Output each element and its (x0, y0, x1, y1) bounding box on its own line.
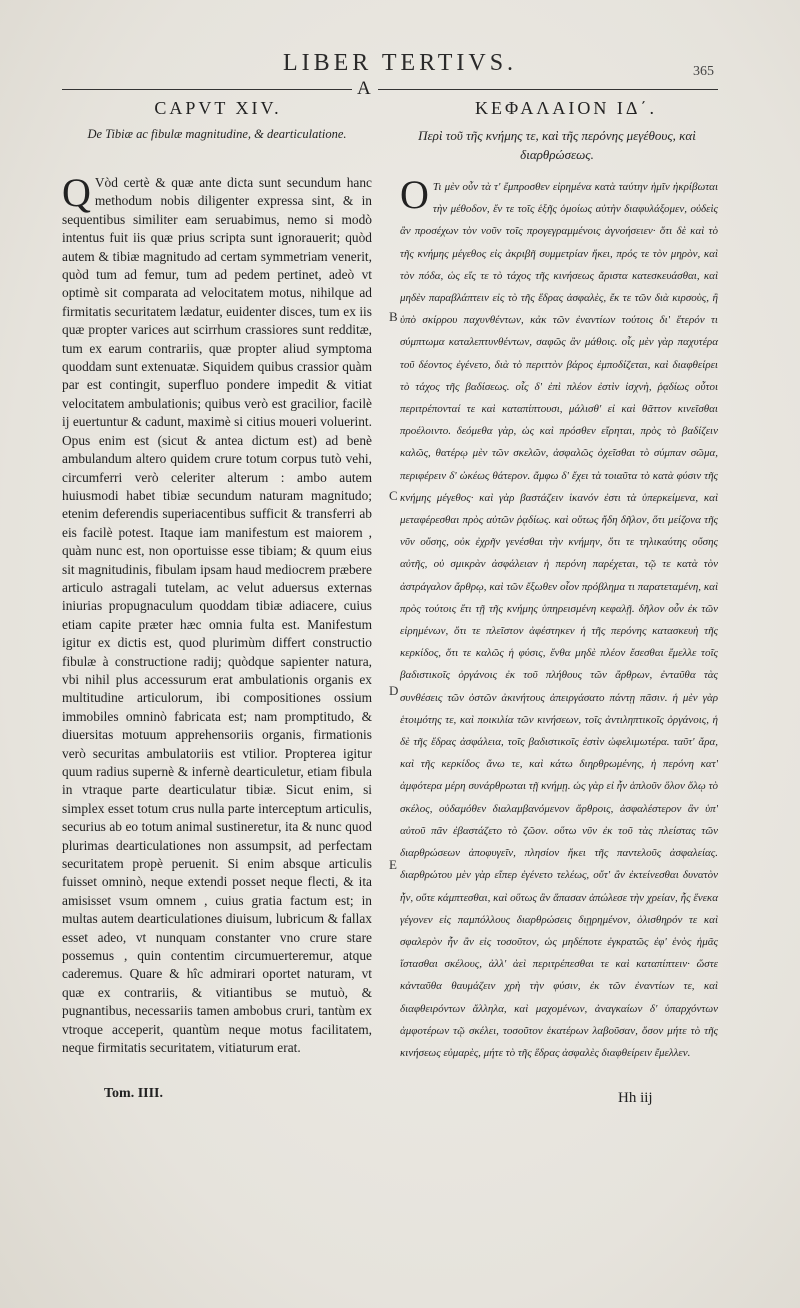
header-rule-right (378, 89, 718, 90)
section-letter: A (357, 78, 371, 99)
margin-letter-c: C (389, 488, 398, 503)
footer-signature: Hh iij (618, 1090, 653, 1106)
latin-text: Vòd certè & quæ ante dicta sunt secundum hanc methodum nobis diligenter expressa sint, & in sequentibus similiter eam seruabimus, nemo si modò intentus fuit iis quæ prius scripta sunt ignorauerit; quòd autem & tibiæ magnitudo ad certam symmetriam venerit, quòd tum ad femur, tum ad pedem pertinet, adeò vt optimè sit comparata ad velocitatem motus, nihilque ad firmitatis securitatem lædatur, euidenter disces, tum ex iis quæ propter varices aut scirrhum crassiores sunt redditæ, tum ex earum contrariis, quæ propter aliud symptoma quoddam sunt extenuatæ. Siquidem quibus crassior quàm par est contingit, superfluo pondere impedit & vitiat velocitatem ambulationis; quibus verò est gracilior, facilè ij euertuntur & cadunt, maximè si citius moueri voluerint. Opus enim est (sicut & antea dictum est) ad benè ambulandum altero quidem crure totum corpus tutò vehi, circumferri verò celeriter alterum : ambo autem huiusmodi habet tibiæ secundum naturam magnitudo; etenim deferendis superiacentibus sufficit & transferri ab eis facilè potest. Itaque iam manifestum est maiorem , quàm nunc est, non oportuisse esse tibiam; & quum eius sit magnitudinis, fibulam ipsam haud mediocrem præbere articulo astragali tutelam, ac velut aduersus externas iniurias propugnaculum quoddam tibiæ adiacere, cuius etiam capite præter hæc omnia fulta est. Manifestum igitur ex dictis est, quod plurimùm differt constructio fibulæ à constructione radij; quòdque sapienter natura, vbi nihil plus accessurum erat ambulationis organis ex multitudine articulorum, ibi compositiones ossium immobiles omninò fabricata est; nam promptitudo, & diuersitas motuum apprehensoriis organis, firmationis verò securitas ambulatoriis est vtilior. Propterea igitur quum radius supernè & infernè dearticuletur, etiam fibula in vtraque parte dearticulatur tibiæ. Sicut enim, si simplex esset totum crus nulla parte interceptum articulis, securius ab eo totum animal sustineretur, ita & nunc quod plurimas dearticulationes non assumpsit, ad perfectam securitatem propè peruenit. Si enim absque articulis fuisset omninò, neque extendi posset neque flecti, & ita amisisset vsum omnem , cuius gratia factum est; in multas autem dearticulationes diuisum, lubricum & fallax esset adeo, vt nunquam constanter vno crure stare possemus , quin contentim circumuerteremur, atque caderemus. Quare & hîc admirari oportet naturam, vt quæ ex contrariis, & vitiantibus se mutuò, & pugnantibus, necessariis tamen ambobus cruri, tantùm ex vtroque acceperit, quantùm neque motus facilitatem, neque firmitatis securitatem, vitiaturum erat. (62, 175, 372, 1056)
latin-column (62, 170, 372, 1058)
margin-letter-e: E (389, 857, 397, 872)
chapter-subtitle-greek: Περὶ τοῦ τῆς κνήμης τε, καὶ τῆς περόνης μεγέθους, καὶ διαρθρώσεως. (418, 128, 696, 162)
running-title: LIBER TERTIVS. (282, 50, 518, 76)
chapter-title-greek: ΚΕΦΑΛΑΙΟΝ ΙΔ΄. (475, 98, 657, 118)
page-number: 365 (693, 64, 714, 79)
drop-cap-latin: Q (62, 170, 91, 215)
chapter-title-latin: CAPVT XIV. (154, 98, 282, 118)
chapter-subtitle-latin: De Tibiæ ac fibulæ magnitudine, & dearticulatione. (87, 127, 347, 141)
header-rule-left (62, 89, 352, 90)
drop-cap-greek: Ο (400, 172, 429, 217)
greek-column (400, 172, 718, 1064)
margin-letter-d: D (389, 683, 399, 698)
greek-text: Τι μὲν οὖν τὰ τ' ἔμπροσθεν εἰρημένα κατὰ ταύτην ἡμῖν ἠκρίβωται τὴν μέθοδον, ἔν τε τοῖς ἑξῆς ὁμοίως αὐτὴν διαφυλάξομεν, οὐδεὶς ἂν προσέχων τὸν νοῦν τοῖς προγεγραμμένοις ἀγνοήσειεν· ὅτι δὲ καὶ τὸ τῆς κνήμης μέγεθος εἰς ἀκριβῆ συμμετρίαν ἥκει, πρός τε τὸν μηρὸν, καὶ τὸν πόδα, ὡς εἴς τε τὸ τάχος τῆς κινήσεως ἄριστα κατεσκευάσθαι, καὶ μηδὲν παραβλάπτειν εἰς τὸ τῆς ἕδρας ἀσφαλὲς, ἔκ τε τῶν διὰ κιρσοὺς, ἢ ὑπὸ σκίρρου παχυνθέντων, κἀκ τῶν ἐναντίων τούτοις δι' ἕτερόν τι σύμπτωμα καταλεπτυνθέντων, σαφῶς ἂν μάθοις. οἷς μὲν γὰρ παχυτέρα τοῦ δέοντος ἐγένετο, διὰ τὸ περιττὸν βάρος ἐμποδίζεται, καὶ διαφθείρει τὸ τάχος τῆς βαδίσεως. οἷς δ' ἐπὶ πλέον ἐστὶν ἰσχνὴ, ῥᾳδίως οὗτοι περιτρέπονταί τε καὶ καταπίπτουσι, μάλισθ' εἰ καὶ θᾶττον κινεῖσθαι προέλοιντο. δεόμεθα γὰρ, ὡς καὶ πρόσθεν εἴρηται, πρὸς τὸ βαδίζειν καλῶς, θατέρῳ μὲν τῶν σκελῶν, ἀσφαλῶς ὀχεῖσθαι τὸ σύμπαν σῶμα, περιφέρειν δ' ὠκέως θάτερον. ἄμφω δ' ἔχει τὰ τοιαῦτα τὸ κατὰ φύσιν τῆς κνήμης μέγεθος· καὶ γὰρ βαστάζειν ἱκανόν ἐστι τὰ ὑπερκείμενα, καὶ μεταφέρεσθαι πρὸς αὐτῶν ῥᾳδίως. καὶ οὕτως ἤδη δῆλον, ὅτι μείζονα τῆς νῦν οὔσης, οὐκ ἐχρῆν γενέσθαι τὴν κνήμην, ὅτι τε τηλικαύτης οὔσης αὐτῆς, οὐ σμικρὰν ἀσφάλειαν ἡ περόνη παρέχεται, τῷ τε κατὰ τὸν ἀστράγαλον ἄρθρῳ, καὶ τῶν ἔξωθεν οἷον πρόβλημα τι παρατεταμένη, καὶ πρὸς τούτοις ἔτι τῇ τῆς κνήμης ὑπηρεισμένη κεφαλῇ. δῆλον οὖν ἐκ τῶν εἰρημένων, ὅτι τε πλεῖστον ἀφέστηκεν ἡ τῆς περόνης κατασκευὴ τῆς κερκίδος, ὅτι τε καλῶς ἡ φύσις, ἔνθα μηδὲ πλέον ἔσεσθαι ἔμελλε τοῖς βαδιστικοῖς ὀργάνοις ἐκ τοῦ πλήθους τῶν ἄρθρων, ἐνταῦθα τὰς συνθέσεις τῶν ὀστῶν ἀκινήτους ἀπειργάσατο πάντῃ πᾶσιν. ἡ μὲν γὰρ ἑτοιμότης τε, καὶ ποικιλία τῶν κινήσεων, τοῖς ἀντιληπτικοῖς ὀργάνοις, ἡ δὲ τῆς ἕδρας ἀσφάλεια, τοῖς βαδιστικοῖς ἐστὶν ὠφελιμωτέρα. ταῦτ' ἄρα, καὶ τῆς κερκίδος ἄνω τε, καὶ κάτω διηρθρωμένης, ἡ περόνη κατ' ἀμφότερα μέρη συνάρθρωται τῇ κνήμῃ. ὡς γὰρ εἰ ἦν ἁπλοῦν ὅλον ὅλῳ τὸ σκέλος, οὐδαμόθεν διαλαμβανόμενον ἄρθροις, ἀσφαλέστερον ἂν ὑπ' αὐτοῦ πᾶν ἐβαστάζετο τὸ ζῶον. οὕτω νῦν ἐκ τοῦ τὰς πλείστας τῶν διαρθρώσεων ἀποφυγεῖν, πλησίον ἥκει τῆς παντελοῦς ἀσφαλείας. διαρθρώτου μὲν γὰρ εἴπερ ἐγένετο τελέως, οὔτ' ἂν ἐκτείνεσθαι δυνατὸν ἦν, οὔτε κάμπτεσθαι, καὶ οὕτως ἂν ἅπασαν ἀπώλεσε τὴν χρείαν, ἧς ἕνεκα γέγονεν εἰς παμπόλλους διαρθρώσεις διῃρημένον, ὀλισθηρόν τε καὶ σφαλερὸν ἦν ἂν εἰς τοσοῦτον, ὡς μηδέποτε ἐγκρατῶς ἐφ' ἑνὸς ἡμᾶς ἵστασθαι σκέλους, ἀλλ' ἀεὶ περιτρέπεσθαι τε καὶ καταπίπτειν· ὥστε κἀνταῦθα θαυμάζειν χρὴ τὴν φύσιν, ἐκ τῶν ἐναντίων τε, καὶ διαφθειρόντων ἄλληλα, καὶ μαχομένων, ἀναγκαίων δ' ὑπαρχόντων ἀμφοτέρων τῷ σκέλει, τοσοῦτον ἑκατέρων λαβοῦσαν, ὅσον μήτε τὸ τῆς κινήσεως εὐμαρὲς, μήτε τὸ τῆς ἕδρας ἀσφαλὲς διαφθείρειν ἔμελλεν. (400, 181, 718, 1059)
footer-volume: Tom. IIII. (104, 1086, 164, 1101)
margin-letter-b: B (389, 309, 398, 324)
